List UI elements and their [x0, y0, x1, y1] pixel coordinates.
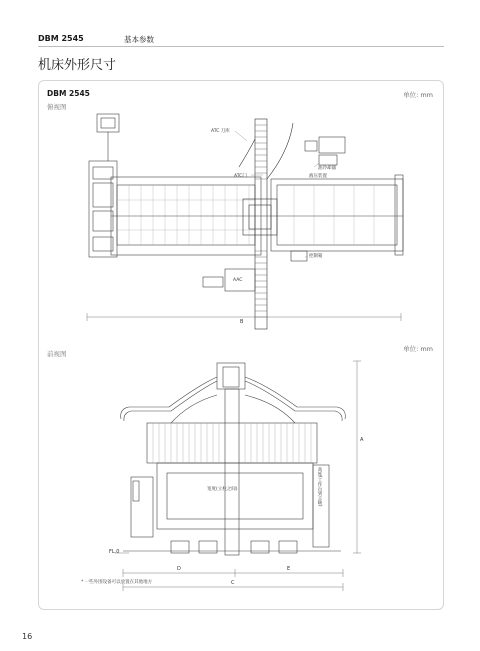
- top-view-label: 俯视图: [47, 103, 67, 111]
- callout-aac: AAC: [233, 278, 243, 283]
- dimensions-card: [38, 80, 444, 610]
- dimension-c-label: C: [231, 580, 235, 586]
- front-view-label: 前视图: [47, 350, 67, 358]
- callout-oil-cooler: 油冷却器: [318, 166, 336, 171]
- dimension-b-label: B: [240, 319, 244, 325]
- callout-atc-magazine: ATC 刀库: [211, 129, 230, 134]
- callout-control-box: 控制箱: [309, 254, 323, 259]
- callout-width-between-columns: 宽度(立柱之间): [207, 487, 238, 492]
- callout-atc-door: ATC门: [234, 174, 247, 179]
- top-view-drawing: [39, 81, 445, 331]
- header-divider: [38, 46, 444, 47]
- unit-label-front: 单位: mm: [403, 345, 433, 353]
- dimension-e-label: E: [287, 566, 291, 572]
- page-number: 16: [22, 632, 33, 641]
- callout-hydraulic-unit: 液压装置: [309, 174, 327, 179]
- card-model: DBM 2545: [47, 89, 90, 98]
- unit-label-top: 单位: mm: [403, 91, 433, 99]
- header-section: 基本参数: [124, 35, 154, 44]
- callout-height-label: 高度(工作台到主轴): [317, 467, 322, 507]
- header-model: DBM 2545: [38, 34, 84, 43]
- footnote: * 一些外围设备可以放置在其他地方: [81, 580, 153, 585]
- front-view-drawing: [39, 341, 445, 601]
- dimension-d-label: D: [177, 566, 181, 572]
- page-title: 机床外形尺寸: [38, 58, 117, 73]
- floor-level-label: FL.0: [109, 549, 120, 555]
- dimension-a-label: A: [360, 437, 364, 443]
